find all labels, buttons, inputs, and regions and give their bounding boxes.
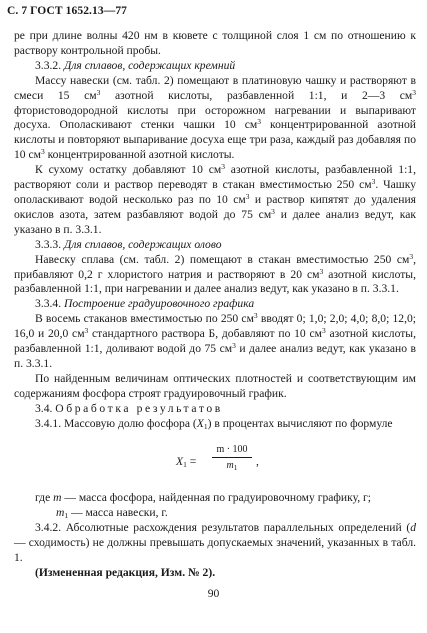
- text-run: Навеску сплава (см. табл. 2) помещают в стакан вместимостью 250 см: [35, 252, 410, 266]
- fraction-bar: [212, 457, 252, 458]
- variable: m: [226, 460, 234, 472]
- paragraph-tin-alloys: [14, 253, 416, 298]
- formula-fraction: [212, 443, 259, 473]
- text-run: Массу навески (см. табл. 2) помещают в платиновую чашку и растворяют в смеси 15 см: [14, 73, 416, 102]
- section-number: 3.3.4.: [35, 297, 62, 311]
- text-run: азотной кислоты, разбавленной 1:1, доливают водой до 75 см: [14, 327, 416, 356]
- fraction-denominator: [212, 459, 252, 472]
- section-heading-3-3-2: [14, 59, 416, 74]
- document-body: [14, 29, 416, 581]
- paragraph-graph: По найденным величинам оптических плотностей и соответствующим им содержаниям фосфора строят градуировочный график.: [14, 371, 416, 400]
- paragraph-continuation: ре при длине волны 420 нм в кювете с толщиной слоя 1 см по отношению к раствору контрольной пробы.: [14, 29, 416, 57]
- text-run: азотной кислоты, разбавленной 1:1, растворяют соли и раствор переводят в стакан вместимостью 250 см: [14, 163, 416, 192]
- revision-note: (Измененная редакция, Изм. № 2).: [35, 566, 216, 579]
- page-number: 90: [207, 587, 220, 600]
- text-run: фтористоводородной кислоты при осторожном нагревании и выпаривают досуха. Ополаскивают стенки чашки 10 см: [14, 103, 416, 132]
- section-title: Для сплавов, содержащих кремний: [64, 58, 236, 72]
- section-number: 3.3.2.: [35, 58, 62, 72]
- subscript: 1: [203, 421, 208, 431]
- formula-legend-m1: [14, 506, 416, 521]
- paragraph-calibration: [14, 312, 416, 372]
- text-run: и раствор кипятят до удаления окислов азота, затем разбавляют водой до 75 см: [14, 192, 416, 221]
- subscript: 1: [183, 460, 187, 470]
- text-run: . Чашку ополаскивают водой несколько раз по 10 см: [14, 178, 416, 206]
- superscript: 3: [221, 162, 225, 172]
- section-number: 3.4.: [35, 401, 53, 415]
- variable: m: [53, 491, 62, 505]
- paragraph-dry-residue: [14, 163, 416, 238]
- superscript: 3: [319, 266, 324, 276]
- superscript: 3: [321, 326, 326, 336]
- section-title: Для сплавов, содержащих олово: [64, 237, 222, 251]
- paragraph-mass-fraction: [14, 417, 416, 432]
- text-run: и далее анализ ведут, как указано в п. 3.3.1.: [14, 342, 416, 370]
- text-run: — масса навески, г.: [68, 506, 168, 520]
- section-heading-3-4: [14, 402, 416, 417]
- superscript: 3: [84, 326, 89, 336]
- superscript: 3: [245, 191, 250, 201]
- text-run: вводят 0; 1,0; 2,0; 4,0; 8,0; 12,0; 16,0 и 20,0 см: [14, 312, 416, 341]
- text-run: , прибавляют 0,2 г хлористого натрия и растворяют в 20 см: [14, 252, 416, 281]
- superscript: 3: [232, 341, 236, 351]
- superscript: 3: [409, 251, 414, 261]
- superscript: 3: [257, 117, 261, 127]
- text-run: 3.4.1. Массовую долю фосфора (: [35, 416, 197, 430]
- section-number: 3.3.3.: [35, 237, 62, 251]
- superscript: 3: [40, 147, 45, 157]
- variable: m: [56, 506, 65, 520]
- formula-legend-m: [14, 491, 416, 506]
- section-title: Построение градуировочного графика: [64, 297, 255, 311]
- text-run: ) в процентах вычисляют по формуле: [207, 416, 393, 430]
- text-run: концентрированной азотной кислоты и повторяют выпаривание досуха еще три раза, каждый раз добавляя по 10 см: [14, 118, 416, 162]
- variable: X: [196, 416, 204, 430]
- text-run: концентрированной азотной кислоты.: [44, 148, 235, 162]
- text-run: азотной кислоты, разбавленной 1:1, при нагревании и далее анализ ведут, как указано в п. 3.3.1.: [14, 267, 416, 296]
- text-run: В восемь стаканов вместимостью по 250 см: [35, 312, 254, 326]
- superscript: 3: [412, 87, 416, 97]
- text-run: азотной кислоты, разбавленной 1:1, и 2—3 см: [100, 88, 413, 102]
- superscript: 3: [96, 87, 101, 97]
- formula-comma: ,: [256, 455, 259, 469]
- subscript: 1: [64, 511, 69, 521]
- formula-block: [14, 437, 416, 487]
- text-run: где: [35, 491, 54, 505]
- text-run: и далее анализ ведут, как указано в п. 3.3.1.: [14, 207, 417, 236]
- text-run: К сухому остатку добавляют 10 см: [35, 163, 222, 177]
- page-header: С. 7 ГОСТ 1652.13—77: [7, 5, 128, 17]
- superscript: 3: [371, 177, 376, 187]
- section-heading-3-3-4: [14, 297, 416, 312]
- variable: X: [176, 455, 184, 469]
- paragraph-discrepancies: [14, 521, 416, 566]
- text-run: стандартного раствора Б, добавляют по 10 см: [88, 327, 322, 341]
- subscript: 1: [233, 463, 238, 473]
- variable: d: [410, 521, 416, 535]
- paragraph-silicon-alloys: [14, 74, 416, 163]
- equals-sign: =: [186, 455, 197, 469]
- fraction-numerator: m · 100: [216, 444, 248, 456]
- section-heading-3-3-3: [14, 238, 416, 253]
- superscript: 3: [253, 311, 258, 321]
- section-title: Обработка результатов: [55, 401, 223, 415]
- text-run: 3.4.2. Абсолютные расхождения результатов параллельных определений (: [35, 521, 411, 535]
- superscript: 3: [271, 206, 275, 216]
- text-run: — сходимость) не должны превышать допускаемых значений, указанных в табл. 1.: [14, 536, 416, 565]
- formula-lhs: [176, 455, 196, 470]
- text-run: — масса фосфора, найденная по градуировочному графику, г;: [61, 491, 372, 505]
